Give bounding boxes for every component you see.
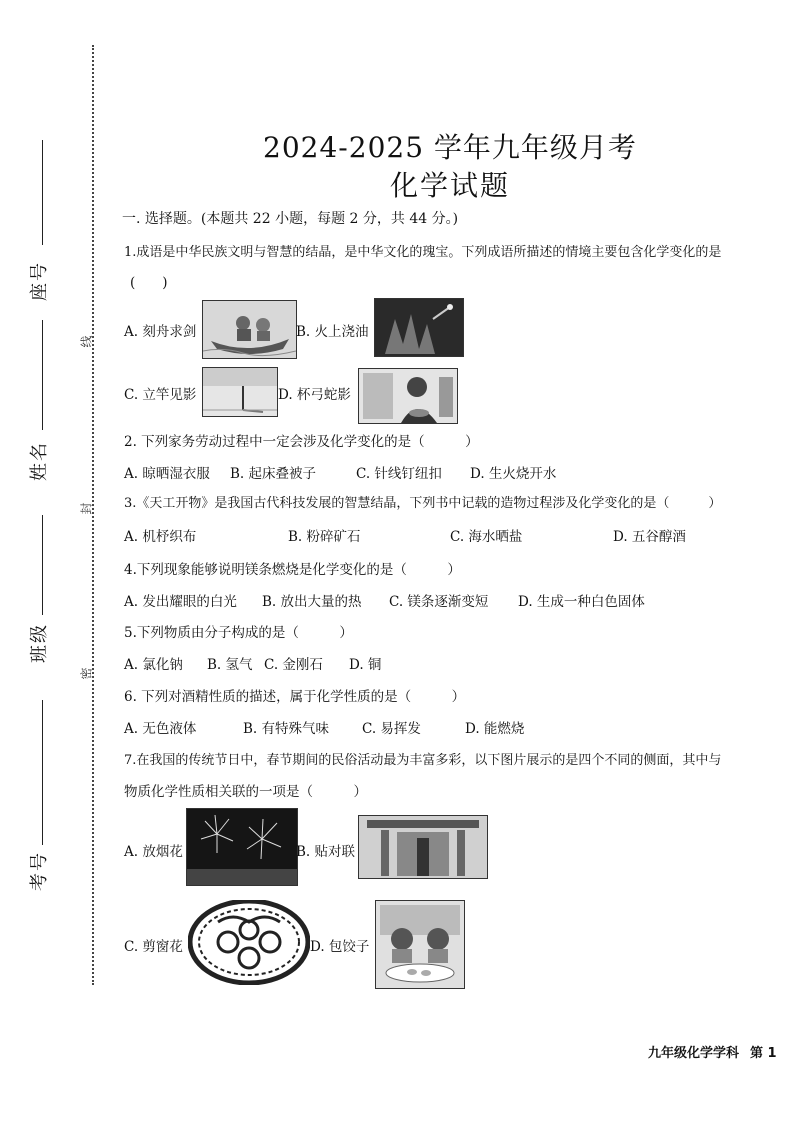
q4-option-d: D. 生成一种白色固体: [518, 594, 645, 610]
q1-image-d-cup: [358, 368, 458, 424]
q1-option-c: C. 立竿见影: [124, 387, 197, 403]
name-line: [42, 320, 43, 430]
q7-image-d-dumplings: [375, 900, 465, 989]
q1-image-b-fire: [374, 298, 464, 357]
q4-stem: 4.下列现象能够说明镁条燃烧是化学变化的是（ ）: [124, 562, 461, 578]
q5-option-d: D. 铜: [349, 657, 382, 673]
q5-option-b: B. 氢气: [207, 657, 253, 673]
q7-option-b: B. 贴对联: [296, 844, 356, 860]
exam-number-line: [42, 700, 43, 845]
q6-option-c: C. 易挥发: [362, 721, 421, 737]
seal-mark-secret: 密: [79, 667, 94, 680]
q1-option-b: B. 火上浇油: [296, 324, 369, 340]
q3-option-d: D. 五谷醇酒: [613, 529, 686, 545]
q3-option-b: B. 粉碎矿石: [288, 529, 361, 545]
q2-option-b: B. 起床叠被子: [230, 466, 317, 482]
q7-stem-line1: 7.在我国的传统节日中，春节期间的民俗活动最为丰富多彩，以下图片展示的是四个不同的侧面，其中与: [124, 753, 722, 768]
q1-image-c-pole: [202, 367, 278, 417]
name-label: 姓名: [29, 441, 50, 481]
class-label: 班级: [29, 623, 50, 663]
q1-stem-line1: 1.成语是中华民族文明与智慧的结晶，是中华文化的瑰宝。下列成语所描述的情境主要包含化学变化的是: [124, 245, 722, 260]
q7-image-a-fireworks: [186, 808, 298, 886]
q2-option-d: D. 生火烧开水: [470, 466, 557, 482]
q6-stem: 6. 下列对酒精性质的描述，属于化学性质的是（ ）: [124, 689, 466, 705]
q7-image-c-papercut: [188, 900, 310, 985]
footer-subject: 九年级化学学科: [648, 1046, 740, 1061]
footer-page-number: 第 1: [750, 1046, 777, 1061]
q4-option-a: A. 发出耀眼的白光: [124, 594, 237, 610]
exam-number-label: 考号: [29, 851, 50, 891]
q4-option-b: B. 放出大量的热: [262, 594, 362, 610]
q2-option-a: A. 晾晒湿衣服: [124, 466, 210, 482]
q6-option-d: D. 能燃烧: [465, 721, 525, 737]
q3-option-c: C. 海水晒盐: [450, 529, 523, 545]
q2-option-c: C. 针线钉纽扣: [356, 466, 442, 482]
exam-title: 2024-2025 学年九年级月考: [263, 131, 637, 164]
q3-option-a: A. 机杼织布: [124, 529, 197, 545]
q6-option-b: B. 有特殊气味: [243, 721, 330, 737]
seal-mark-seal: 封: [79, 502, 94, 515]
q7-option-a: A. 放烟花: [124, 844, 183, 860]
q4-option-c: C. 镁条逐渐变短: [389, 594, 489, 610]
q1-image-a-boat: [202, 300, 297, 359]
q5-stem: 5.下列物质由分子构成的是（ ）: [124, 625, 353, 641]
q1-stem-line2: ( ): [130, 275, 168, 291]
section-heading: 一. 选择题。(本题共 22 小题，每题 2 分，共 44 分。): [122, 211, 459, 227]
q7-option-c: C. 剪窗花: [124, 939, 183, 955]
q3-stem: 3.《天工开物》是我国古代科技发展的智慧结晶，下列书中记载的造物过程涉及化学变化的是（ ）: [124, 496, 722, 511]
q7-image-b-couplets: [358, 815, 488, 879]
seal-mark-line: 线: [79, 335, 94, 348]
q7-stem-line2: 物质化学性质相关联的一项是（ ）: [124, 784, 367, 800]
q5-option-c: C. 金刚石: [264, 657, 323, 673]
exam-subtitle: 化学试题: [389, 169, 510, 202]
q5-option-a: A. 氯化钠: [124, 657, 183, 673]
class-line: [42, 515, 43, 615]
q2-stem: 2. 下列家务劳动过程中一定会涉及化学变化的是（ ）: [124, 434, 479, 450]
q7-option-d: D. 包饺子: [310, 939, 370, 955]
q6-option-a: A. 无色液体: [124, 721, 197, 737]
q1-option-d: D. 杯弓蛇影: [278, 387, 351, 403]
seat-number-label: 座号: [29, 261, 50, 301]
q1-option-a: A. 刻舟求剑: [124, 324, 197, 340]
